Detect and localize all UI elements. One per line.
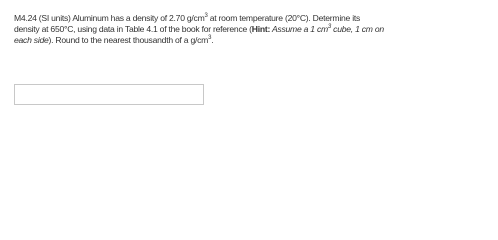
question-text	[14, 13, 492, 46]
superscript: 3	[327, 24, 332, 31]
question-text-segment: M4.24 (SI units) Aluminum has a density of 2.70 g/cm	[14, 13, 205, 23]
hint-label: Hint:	[251, 24, 271, 34]
question-text-segment: density at 650°C, using data in Table 4.1 of the book for reference (	[14, 24, 252, 34]
hint-text: Assume a 1 cm	[270, 24, 328, 34]
superscript: 3	[204, 13, 208, 20]
hint-text: cube, 1 cm on	[331, 24, 384, 34]
hint-text: each side	[14, 35, 49, 45]
question-text-segment: ). Round to the nearest thousandth of a g/cm	[48, 35, 209, 45]
superscript: 3	[208, 35, 212, 42]
question-line-3	[14, 35, 492, 46]
question-text-segment: at room temperature (20°C). Determine its	[207, 13, 361, 23]
answer-input[interactable]	[14, 84, 204, 105]
question-text-segment: .	[211, 35, 214, 45]
question-line-1	[14, 13, 492, 24]
question-line-2	[14, 24, 492, 35]
